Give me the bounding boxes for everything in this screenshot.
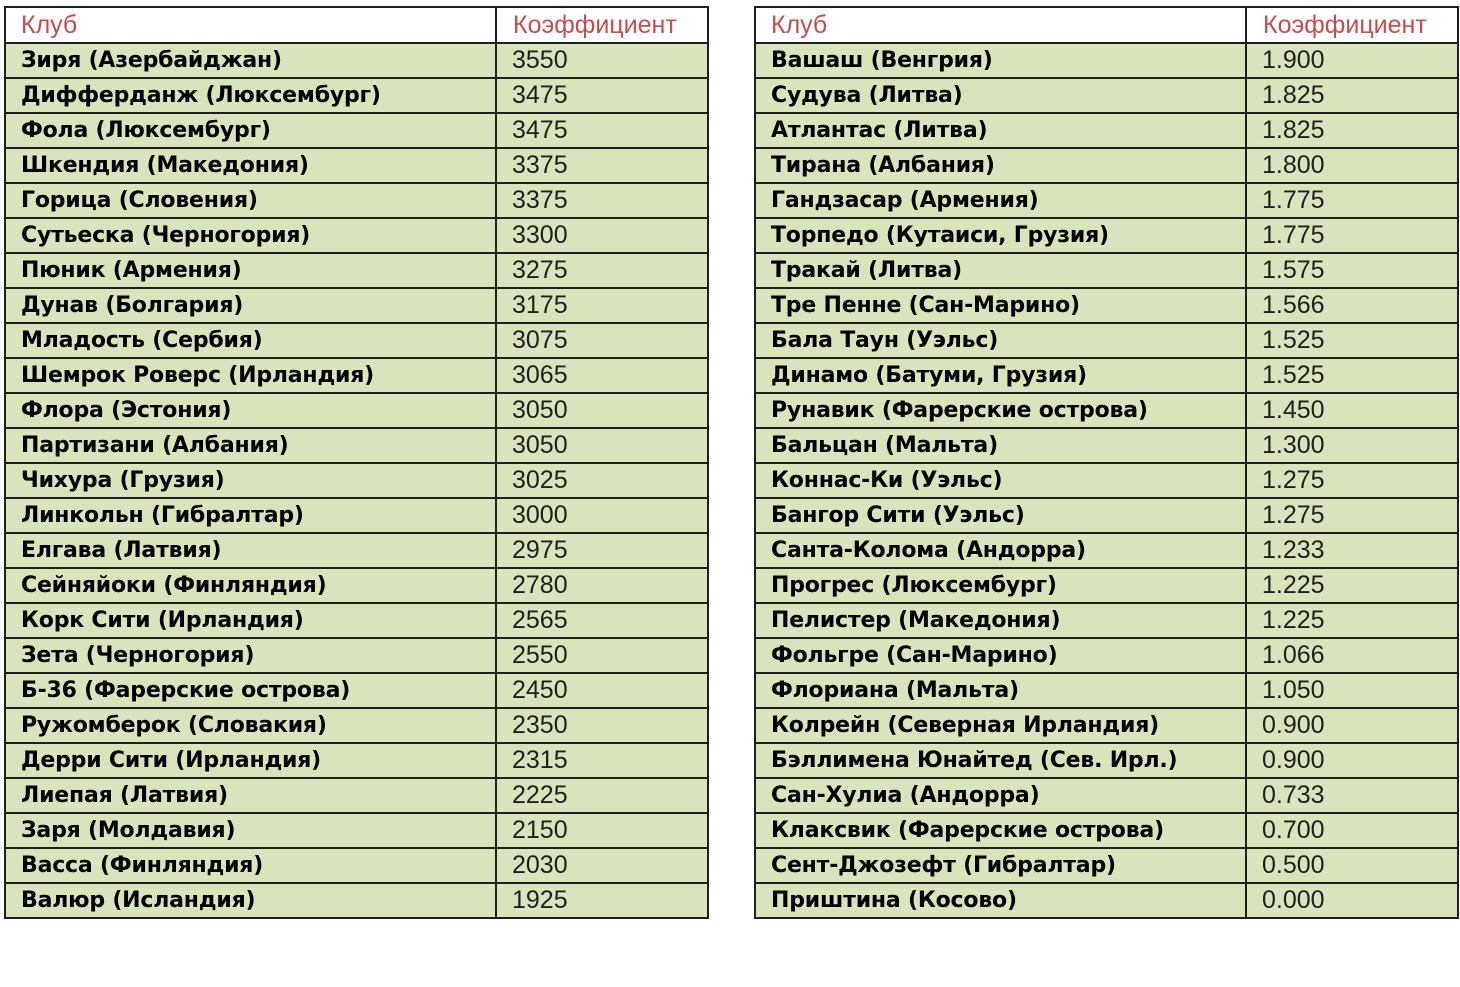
club-name-cell: Пелистер (Македония)	[755, 603, 1246, 638]
club-name-cell: Бальцан (Мальта)	[755, 428, 1246, 463]
coefficient-cell: 1.450	[1246, 393, 1458, 428]
table-row	[755, 533, 1458, 568]
coefficient-cell: 1.775	[1246, 183, 1458, 218]
table-row	[5, 778, 708, 813]
coefficient-cell: 3025	[496, 463, 708, 498]
left-coefficient-table	[4, 6, 709, 919]
table-row	[755, 78, 1458, 113]
coefficient-cell: 2565	[496, 603, 708, 638]
coefficient-cell: 1.800	[1246, 148, 1458, 183]
column-header-club: Клуб	[755, 7, 1246, 43]
table-row	[5, 603, 708, 638]
coefficient-cell: 2315	[496, 743, 708, 778]
club-name-cell: Дунав (Болгария)	[5, 288, 496, 323]
coefficient-cell: 1.566	[1246, 288, 1458, 323]
table-row	[5, 323, 708, 358]
club-name-cell: Приштина (Косово)	[755, 883, 1246, 918]
coefficient-cell: 3375	[496, 183, 708, 218]
table-row	[5, 78, 708, 113]
coefficient-cell: 1.825	[1246, 113, 1458, 148]
column-header-coefficient: Коэффициент	[1246, 7, 1458, 43]
coefficient-cell: 2150	[496, 813, 708, 848]
club-name-cell: Гандзасар (Армения)	[755, 183, 1246, 218]
coefficient-cell: 2550	[496, 638, 708, 673]
club-name-cell: Зиря (Азербайджан)	[5, 43, 496, 78]
table-row	[755, 638, 1458, 673]
table-row	[755, 288, 1458, 323]
club-name-cell: Линкольн (Гибралтар)	[5, 498, 496, 533]
coefficient-cell: 3475	[496, 78, 708, 113]
coefficient-cell: 1.275	[1246, 498, 1458, 533]
table-row	[755, 778, 1458, 813]
table-row	[5, 673, 708, 708]
club-name-cell: Флора (Эстония)	[5, 393, 496, 428]
club-name-cell: Торпедо (Кутаиси, Грузия)	[755, 218, 1246, 253]
table-row	[5, 253, 708, 288]
table-row	[5, 428, 708, 463]
table-row	[5, 883, 708, 918]
coefficient-cell: 1.066	[1246, 638, 1458, 673]
coefficient-cell: 3050	[496, 393, 708, 428]
column-header-coefficient: Коэффициент	[496, 7, 708, 43]
table-row	[5, 218, 708, 253]
table-row	[5, 568, 708, 603]
coefficient-cell: 3065	[496, 358, 708, 393]
table-row	[755, 883, 1458, 918]
club-name-cell: Динамо (Батуми, Грузия)	[755, 358, 1246, 393]
coefficient-cell: 0.000	[1246, 883, 1458, 918]
club-name-cell: Бала Таун (Уэльс)	[755, 323, 1246, 358]
table-row	[5, 393, 708, 428]
table-row	[755, 463, 1458, 498]
club-name-cell: Шкендия (Македония)	[5, 148, 496, 183]
table-row	[5, 288, 708, 323]
table-row	[755, 148, 1458, 183]
club-name-cell: Заря (Молдавия)	[5, 813, 496, 848]
club-name-cell: Дерри Сити (Ирландия)	[5, 743, 496, 778]
club-name-cell: Бангор Сити (Уэльс)	[755, 498, 1246, 533]
club-name-cell: Шемрок Роверс (Ирландия)	[5, 358, 496, 393]
table-row	[5, 708, 708, 743]
club-name-cell: Дифферданж (Люксембург)	[5, 78, 496, 113]
club-name-cell: Горица (Словения)	[5, 183, 496, 218]
coefficient-cell: 1.900	[1246, 43, 1458, 78]
club-name-cell: Коннас-Ки (Уэльс)	[755, 463, 1246, 498]
coefficient-cell: 3075	[496, 323, 708, 358]
coefficient-cell: 1.233	[1246, 533, 1458, 568]
coefficient-cell: 3475	[496, 113, 708, 148]
coefficient-cell: 0.500	[1246, 848, 1458, 883]
coefficient-cell: 3050	[496, 428, 708, 463]
club-name-cell: Атлантас (Литва)	[755, 113, 1246, 148]
club-name-cell: Тре Пенне (Сан-Марино)	[755, 288, 1246, 323]
coefficient-cell: 1925	[496, 883, 708, 918]
header-row	[5, 7, 708, 43]
club-name-cell: Тирана (Албания)	[755, 148, 1246, 183]
table-row	[5, 498, 708, 533]
coefficient-cell: 2350	[496, 708, 708, 743]
coefficient-cell: 3175	[496, 288, 708, 323]
club-name-cell: Сент-Джозефт (Гибралтар)	[755, 848, 1246, 883]
club-name-cell: Партизани (Албания)	[5, 428, 496, 463]
coefficient-cell: 1.300	[1246, 428, 1458, 463]
club-name-cell: Лиепая (Латвия)	[5, 778, 496, 813]
coefficient-cell: 2225	[496, 778, 708, 813]
coefficient-cell: 3300	[496, 218, 708, 253]
coefficient-cell: 2450	[496, 673, 708, 708]
table-row	[755, 498, 1458, 533]
table-row	[5, 183, 708, 218]
club-name-cell: Младость (Сербия)	[5, 323, 496, 358]
coefficient-cell: 2780	[496, 568, 708, 603]
club-name-cell: Тракай (Литва)	[755, 253, 1246, 288]
coefficient-cell: 0.733	[1246, 778, 1458, 813]
club-name-cell: Флориана (Мальта)	[755, 673, 1246, 708]
club-name-cell: Фольгре (Сан-Марино)	[755, 638, 1246, 673]
coefficient-cell: 1.575	[1246, 253, 1458, 288]
club-name-cell: Пюник (Армения)	[5, 253, 496, 288]
club-name-cell: Бэллимена Юнайтед (Сев. Ирл.)	[755, 743, 1246, 778]
coefficient-cell: 1.225	[1246, 568, 1458, 603]
table-row	[5, 358, 708, 393]
header-row	[755, 7, 1458, 43]
club-name-cell: Вашаш (Венгрия)	[755, 43, 1246, 78]
coefficient-cell: 3275	[496, 253, 708, 288]
coefficient-cell: 1.825	[1246, 78, 1458, 113]
coefficient-cell: 3550	[496, 43, 708, 78]
table-row	[755, 323, 1458, 358]
club-name-cell: Корк Сити (Ирландия)	[5, 603, 496, 638]
club-name-cell: Колрейн (Северная Ирландия)	[755, 708, 1246, 743]
club-name-cell: Сан-Хулиа (Андорра)	[755, 778, 1246, 813]
club-name-cell: Ружомберок (Словакия)	[5, 708, 496, 743]
club-name-cell: Прогрес (Люксембург)	[755, 568, 1246, 603]
column-header-club: Клуб	[5, 7, 496, 43]
club-name-cell: Сутьеска (Черногория)	[5, 218, 496, 253]
table-row	[5, 148, 708, 183]
coefficient-cell: 2030	[496, 848, 708, 883]
coefficient-cell: 1.775	[1246, 218, 1458, 253]
coefficient-cell: 1.275	[1246, 463, 1458, 498]
table-row	[755, 358, 1458, 393]
coefficient-cell: 1.225	[1246, 603, 1458, 638]
table-row	[5, 463, 708, 498]
coefficient-cell: 1.525	[1246, 323, 1458, 358]
table-row	[755, 428, 1458, 463]
table-row	[5, 813, 708, 848]
table-row	[755, 43, 1458, 78]
table-row	[5, 848, 708, 883]
club-name-cell: Сейняйоки (Финляндия)	[5, 568, 496, 603]
table-row	[755, 218, 1458, 253]
table-row	[5, 113, 708, 148]
table-row	[755, 113, 1458, 148]
table-body	[755, 43, 1458, 918]
club-name-cell: Судува (Литва)	[755, 78, 1246, 113]
coefficient-cell: 1.050	[1246, 673, 1458, 708]
club-name-cell: Чихура (Грузия)	[5, 463, 496, 498]
table-row	[755, 743, 1458, 778]
club-name-cell: Фола (Люксембург)	[5, 113, 496, 148]
right-coefficient-table	[754, 6, 1459, 919]
table-row	[755, 393, 1458, 428]
club-name-cell: Б-36 (Фарерские острова)	[5, 673, 496, 708]
table-row	[755, 568, 1458, 603]
club-name-cell: Клаксвик (Фарерские острова)	[755, 813, 1246, 848]
club-name-cell: Зета (Черногория)	[5, 638, 496, 673]
club-name-cell: Васса (Финляндия)	[5, 848, 496, 883]
club-name-cell: Валюр (Исландия)	[5, 883, 496, 918]
coefficient-cell: 2975	[496, 533, 708, 568]
table-row	[5, 638, 708, 673]
club-name-cell: Елгава (Латвия)	[5, 533, 496, 568]
table-row	[5, 43, 708, 78]
coefficient-cell: 0.900	[1246, 708, 1458, 743]
table-body	[5, 43, 708, 918]
table-row	[755, 813, 1458, 848]
table-row	[755, 708, 1458, 743]
club-name-cell: Рунавик (Фарерские острова)	[755, 393, 1246, 428]
table-row	[755, 183, 1458, 218]
table-row	[755, 848, 1458, 883]
table-row	[755, 603, 1458, 638]
coefficient-cell: 0.900	[1246, 743, 1458, 778]
table-row	[5, 533, 708, 568]
table-row	[755, 673, 1458, 708]
coefficient-cell: 3375	[496, 148, 708, 183]
table-row	[5, 743, 708, 778]
coefficient-cell: 0.700	[1246, 813, 1458, 848]
table-row	[755, 253, 1458, 288]
club-name-cell: Санта-Колома (Андорра)	[755, 533, 1246, 568]
coefficient-cell: 3000	[496, 498, 708, 533]
coefficient-cell: 1.525	[1246, 358, 1458, 393]
